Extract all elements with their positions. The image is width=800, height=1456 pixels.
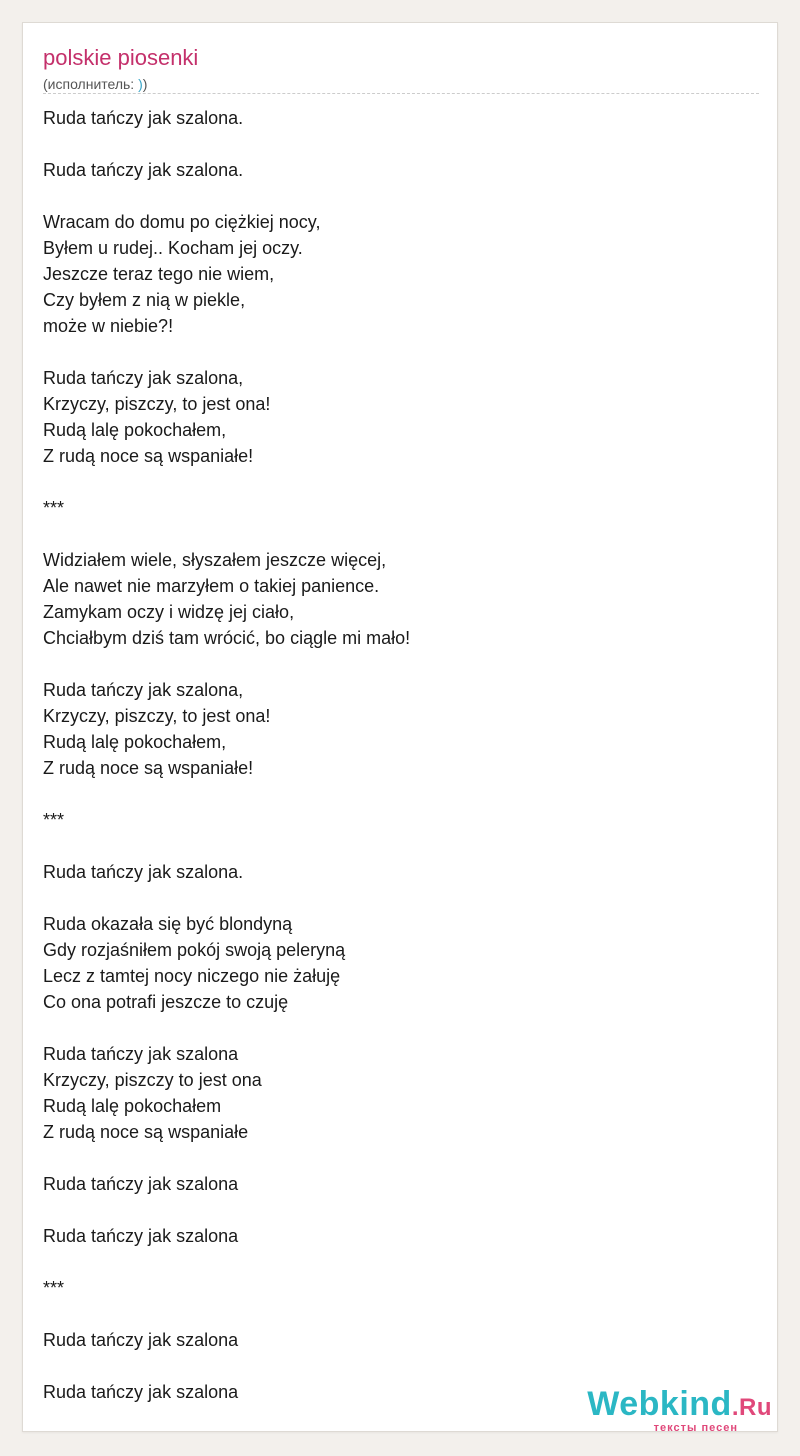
lyrics-line: Z rudą noce są wspaniałe! — [43, 758, 254, 778]
lyrics-line: Ruda tańczy jak szalona — [43, 1044, 239, 1064]
lyrics-blank-line — [43, 1353, 759, 1379]
lyrics-line: Wracam do domu po ciężkiej nocy, — [43, 212, 321, 232]
lyrics-blank-line — [43, 1197, 759, 1223]
lyrics-blank-line — [43, 833, 759, 859]
lyrics-line: Chciałbym dziś tam wrócić, bo ciągle mi mało! — [43, 628, 411, 648]
artist-suffix: ) — [142, 76, 148, 92]
lyrics-line: *** — [43, 1278, 65, 1298]
lyrics-blank-line — [43, 131, 759, 157]
lyrics-line: Ruda tańczy jak szalona — [43, 1330, 239, 1350]
logo-subtitle: тексты песен — [653, 1422, 738, 1434]
logo-tld-text: .Ru — [731, 1394, 772, 1421]
lyrics-line: Ruda tańczy jak szalona. — [43, 160, 244, 180]
lyrics-line: Krzyczy, piszczy, to jest ona! — [43, 394, 271, 414]
lyrics-blank-line — [43, 885, 759, 911]
lyrics-blank-line — [43, 469, 759, 495]
lyrics-card — [22, 22, 778, 1432]
lyrics-blank-line — [43, 651, 759, 677]
lyrics-line: *** — [43, 810, 65, 830]
lyrics-line: Ruda tańczy jak szalona. — [43, 862, 244, 882]
lyrics-line: Z rudą noce są wspaniałe! — [43, 446, 254, 466]
lyrics-blank-line — [43, 1015, 759, 1041]
lyrics-line: *** — [43, 498, 65, 518]
lyrics-line: Rudą lalę pokochałem, — [43, 732, 227, 752]
lyrics-line: Ale nawet nie marzyłem o takiej panience. — [43, 576, 380, 596]
lyrics-line: Ruda tańczy jak szalona. — [43, 108, 244, 128]
song-title: polskie piosenki — [43, 45, 199, 70]
lyrics-line: Zamykam oczy i widzę jej ciało, — [43, 602, 295, 622]
artist-line — [43, 75, 147, 93]
lyrics-line: Co ona potrafi jeszcze to czuję — [43, 992, 289, 1012]
logo-wordmark — [587, 1386, 772, 1426]
lyrics-line: Ruda tańczy jak szalona — [43, 1226, 239, 1246]
lyrics-line: Rudą lalę pokochałem, — [43, 420, 227, 440]
lyrics-line: Ruda tańczy jak szalona, — [43, 368, 244, 388]
lyrics-line: Krzyczy, piszczy, to jest ona! — [43, 706, 271, 726]
lyrics-blank-line — [43, 1301, 759, 1327]
lyrics-line: Lecz z tamtej nocy niczego nie żałuję — [43, 966, 341, 986]
lyrics-blank-line — [43, 339, 759, 365]
artist-link[interactable]: ) — [138, 76, 143, 92]
lyrics-blank-line — [43, 1145, 759, 1171]
lyrics-line: Ruda tańczy jak szalona, — [43, 680, 244, 700]
lyrics-blank-line — [43, 781, 759, 807]
lyrics-line: Widziałem wiele, słyszałem jeszcze więcej, — [43, 550, 387, 570]
lyrics-line: Z rudą noce są wspaniałe — [43, 1122, 249, 1142]
lyrics-blank-line — [43, 1249, 759, 1275]
lyrics-line: może w niebie?! — [43, 316, 174, 336]
lyrics-line: Czy byłem z nią w piekle, — [43, 290, 246, 310]
lyrics-line: Jeszcze teraz tego nie wiem, — [43, 264, 275, 284]
lyrics-line: Krzyczy, piszczy to jest ona — [43, 1070, 262, 1090]
lyrics-text — [43, 105, 759, 1405]
header-divider — [43, 93, 759, 94]
lyrics-line: Rudą lalę pokochałem — [43, 1096, 222, 1116]
lyrics-line: Ruda tańczy jak szalona — [43, 1174, 239, 1194]
artist-prefix: (исполнитель: — [43, 76, 139, 92]
webkind-logo[interactable] — [587, 1386, 772, 1434]
lyrics-line: Ruda okazała się być blondyną — [43, 914, 293, 934]
lyrics-line: Ruda tańczy jak szalona — [43, 1382, 239, 1402]
logo-main-text: Webkind — [587, 1385, 732, 1423]
lyrics-line: Byłem u rudej.. Kocham jej oczy. — [43, 238, 303, 258]
lyrics-blank-line — [43, 521, 759, 547]
lyrics-blank-line — [43, 183, 759, 209]
lyrics-line: Gdy rozjaśniłem pokój swoją peleryną — [43, 940, 346, 960]
